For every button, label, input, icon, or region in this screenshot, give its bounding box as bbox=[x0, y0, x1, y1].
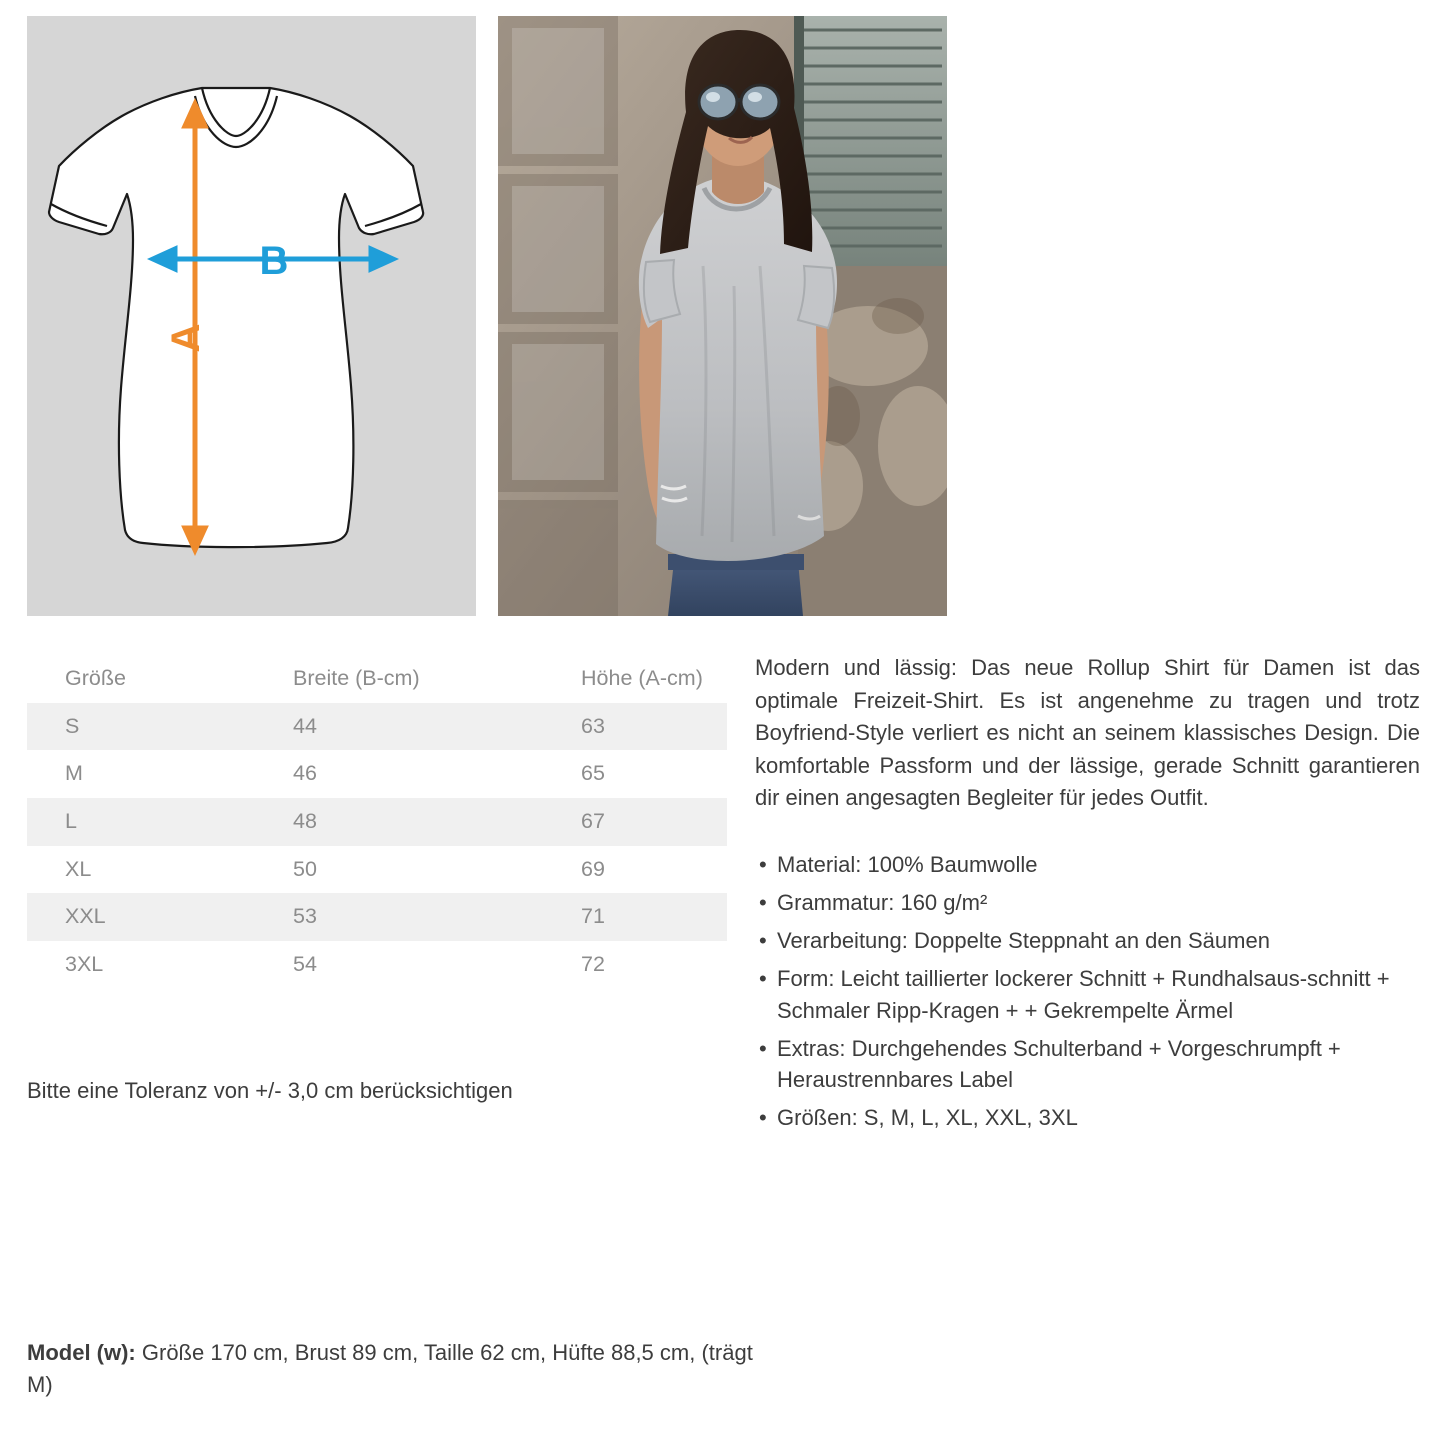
list-item: • Extras: Durchgehendes Schulterband + Vorgeschrumpft + Heraustrennbares Label bbox=[755, 1033, 1420, 1095]
diagram-height-label: A bbox=[164, 323, 208, 353]
cell-width: 54 bbox=[293, 951, 317, 976]
cell-size: S bbox=[65, 713, 80, 738]
cell-height: 71 bbox=[581, 904, 605, 929]
cell-height: 63 bbox=[581, 713, 605, 738]
table-header-size: Größe bbox=[65, 666, 126, 690]
cell-width: 53 bbox=[293, 904, 317, 929]
list-item: • Form: Leicht taillierter lockerer Schnitt + Rundhalsaus-schnitt + Schmaler Ripp-Kragen + + Gekrempelte Ärmel bbox=[755, 963, 1420, 1025]
cell-width: 44 bbox=[293, 713, 317, 738]
cell-height: 72 bbox=[581, 951, 605, 976]
list-item: • Material: 100% Baumwolle bbox=[755, 849, 1420, 880]
table-row bbox=[27, 750, 727, 798]
model-photo bbox=[498, 16, 947, 616]
table-row bbox=[27, 941, 727, 989]
cell-size: L bbox=[65, 808, 77, 833]
size-diagram bbox=[27, 16, 476, 616]
table-row bbox=[27, 846, 727, 894]
list-item: • Grammatur: 160 g/m² bbox=[755, 887, 1420, 918]
cell-height: 65 bbox=[581, 761, 605, 786]
list-item: • Größen: S, M, L, XL, XXL, 3XL bbox=[755, 1102, 1420, 1133]
model-note bbox=[27, 1337, 767, 1401]
cell-width: 50 bbox=[293, 856, 317, 881]
table-row bbox=[27, 798, 727, 846]
tolerance-note: Bitte eine Toleranz von +/- 3,0 cm berücksichtigen bbox=[27, 1078, 513, 1103]
diagram-width-label: B bbox=[259, 239, 289, 283]
cell-size: XL bbox=[65, 856, 92, 881]
cell-height: 69 bbox=[581, 856, 605, 881]
cell-width: 46 bbox=[293, 761, 317, 786]
table-header-row bbox=[27, 655, 727, 703]
cell-size: XXL bbox=[65, 904, 106, 929]
table-row bbox=[27, 893, 727, 941]
size-table bbox=[27, 655, 727, 988]
model-note-label: Model (w): bbox=[27, 1340, 136, 1365]
cell-size: 3XL bbox=[65, 951, 104, 976]
table-row bbox=[27, 703, 727, 751]
feature-list bbox=[755, 849, 1420, 1134]
list-item: • Verarbeitung: Doppelte Steppnaht an den Säumen bbox=[755, 925, 1420, 956]
cell-height: 67 bbox=[581, 808, 605, 833]
description-intro: Modern und lässig: Das neue Rollup Shirt für Damen ist das optimale Freizeit-Shirt. Es ist angenehme zu tragen und trotz Boyfriend-Style verliert es nicht an seinem klassisches Design. Die komfortable Passform und der lässige, gerade Schnitt garantieren dir einen angesagten Begleiter für jedes Outfit. bbox=[755, 655, 1420, 811]
product-description bbox=[755, 652, 1420, 1141]
cell-size: M bbox=[65, 761, 83, 786]
table-header-height: Höhe (A-cm) bbox=[581, 666, 703, 690]
table-header-width: Breite (B-cm) bbox=[293, 666, 420, 690]
media-row bbox=[27, 16, 1417, 616]
cell-width: 48 bbox=[293, 808, 317, 833]
model-note-text: Größe 170 cm, Brust 89 cm, Taille 62 cm, Hüfte 88,5 cm, (trägt M) bbox=[27, 1340, 753, 1397]
